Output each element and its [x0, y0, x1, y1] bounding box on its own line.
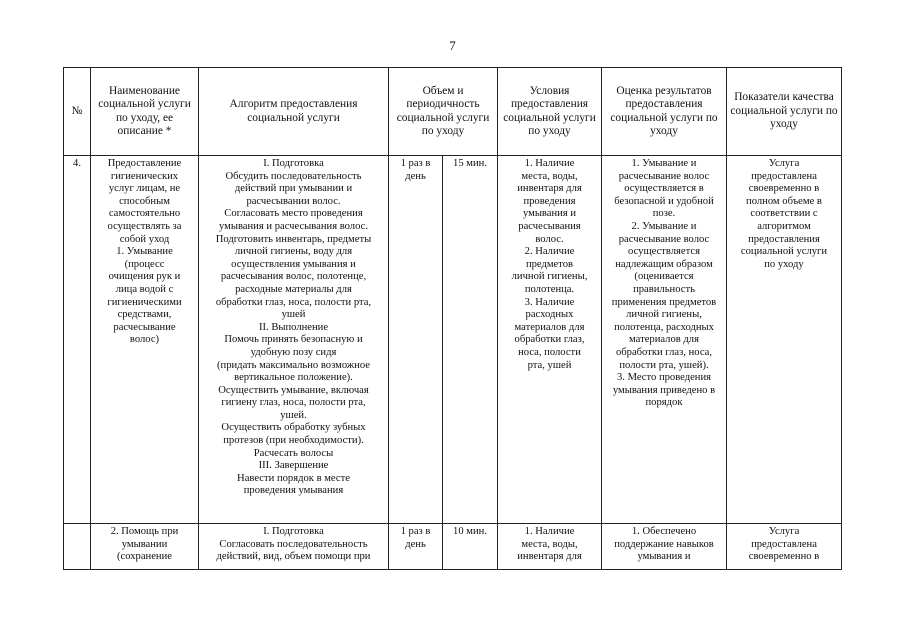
cell-line: собой уход: [119, 233, 170, 245]
cell-line: 1. Наличие: [524, 526, 575, 537]
cell-line: II. Выполнение: [258, 321, 329, 333]
cell-line: волос.: [535, 233, 564, 245]
cell-line: своевременно в: [748, 183, 820, 195]
cell-line: расходных: [525, 309, 574, 321]
algorithm-cell: [199, 156, 389, 524]
row-number: 4.: [64, 156, 91, 524]
header-quality: Показатели качества социальной услуги по уходу: [727, 68, 842, 156]
cell-line: материалов для: [514, 321, 585, 333]
cell-line: предоставлена: [751, 170, 817, 182]
cell-line: поддержание навыков: [614, 538, 714, 550]
cell-line: Предоставление: [107, 158, 182, 169]
cell-line: инвентаря для: [517, 551, 582, 563]
row-number: [64, 524, 91, 570]
cell-line: умывания и: [522, 208, 577, 220]
cell-line: 1. Обеспечено: [631, 526, 697, 537]
cell-line: личной гигиены,: [626, 309, 702, 321]
service-name-cell: [91, 156, 199, 524]
header-num: №: [64, 68, 91, 156]
cell-line: Помочь принять безопасную и: [224, 334, 363, 346]
frequency-cell: [389, 156, 443, 524]
cell-line: 3. Наличие: [524, 296, 575, 308]
cell-line: действий, вид, объем помощи при: [216, 551, 371, 563]
cell-line: III. Завершение: [258, 460, 329, 472]
cell-line: полотенца.: [524, 283, 575, 295]
cell-line: расчесывание волос: [618, 170, 710, 182]
cell-line: удобную позу сидя: [250, 346, 337, 358]
cell-line: обработки глаз, носа,: [615, 346, 713, 358]
evaluation-cell: [602, 524, 727, 570]
cell-line: осуществляется: [628, 246, 700, 258]
cell-line: 2. Наличие: [524, 246, 575, 258]
cell-line: умывания приведено в: [612, 384, 716, 396]
cell-line: расчесывание волос: [618, 233, 710, 245]
cell-line: самостоятельно: [108, 208, 181, 220]
conditions-cell: [498, 156, 602, 524]
cell-line: (придать максимально возможное: [217, 359, 370, 371]
duration-cell: 15 мин.: [443, 156, 498, 524]
cell-line: расходные материалы для: [235, 283, 352, 295]
cell-line: вертикальное положение).: [234, 372, 353, 384]
cell-line: инвентаря для: [517, 183, 582, 195]
cell-line: Навести порядок в месте: [237, 472, 350, 484]
cell-line: предоставлена: [751, 538, 817, 550]
cell-line: предметов: [525, 258, 574, 270]
duration-cell: 10 мин.: [443, 524, 498, 570]
services-table: [63, 67, 842, 570]
cell-line: 2. Помощь при: [110, 526, 179, 537]
cell-line: по уходу: [764, 258, 804, 270]
evaluation-cell: [602, 156, 727, 524]
frequency-cell: [389, 524, 443, 570]
cell-line: полости рта, ушей).: [619, 359, 709, 371]
cell-line: расчесывания: [518, 220, 581, 232]
page-number: 7: [449, 38, 456, 53]
cell-line: расчесывании волос.: [246, 195, 341, 207]
table-header-row: [64, 68, 842, 156]
cell-line: осуществления умывания и: [231, 258, 356, 270]
cell-line: (оценивается: [634, 271, 694, 283]
cell-line: места, воды,: [521, 170, 578, 182]
cell-line: умывания и: [637, 551, 691, 563]
cell-line: осуществляется в: [624, 183, 704, 195]
cell-line: Расчесать волосы: [253, 447, 334, 459]
cell-line: социальной услуги: [740, 246, 828, 258]
cell-line: носа, полости: [518, 346, 581, 358]
header-conditions: Условия предоставления социальной услуги по уходу: [498, 68, 602, 156]
cell-line: умывания и расчесывания волос.: [218, 220, 369, 232]
cell-line: безопасной и удобной: [614, 195, 714, 207]
cell-line: гигиенических: [110, 170, 179, 182]
cell-line: способным: [119, 195, 170, 207]
cell-line: Обсудить последовательность: [225, 170, 362, 182]
cell-line: личной гигиены,: [511, 271, 588, 283]
cell-line: порядок: [645, 397, 683, 409]
cell-line: гигиеническими: [107, 296, 182, 308]
cell-line: 3. Место проведения: [616, 372, 712, 384]
cell-line: полотенца, расходных: [614, 321, 714, 333]
cell-line: I. Подготовка: [263, 526, 324, 537]
cell-line: материалов для: [629, 334, 699, 346]
cell-line: своевременно в: [748, 551, 820, 563]
cell-line: проведения умывания: [243, 485, 344, 497]
cell-line: осуществлять за: [107, 220, 182, 232]
cell-line: соответствии с: [750, 208, 818, 220]
cell-line: (процесс: [124, 258, 165, 270]
cell-line: проведения: [523, 195, 576, 207]
cell-line: Услуга: [768, 526, 800, 537]
cell-line: 1 раз в: [400, 158, 431, 169]
header-volume: Объем и периодичность социальной услуги по уходу: [389, 68, 498, 156]
cell-line: лица водой с: [115, 283, 174, 295]
cell-line: правильность: [633, 283, 695, 295]
conditions-cell: [498, 524, 602, 570]
cell-line: средствами,: [117, 309, 172, 321]
cell-line: день: [405, 170, 426, 182]
cell-line: места, воды,: [521, 538, 578, 550]
cell-line: Услуга: [768, 158, 800, 169]
cell-line: действий при умывании и: [234, 183, 353, 195]
table-row: [64, 524, 842, 570]
cell-line: личной гигиены, воду для: [234, 246, 353, 258]
cell-line: 1. Умывание и: [631, 158, 697, 169]
cell-line: применения предметов: [611, 296, 717, 308]
cell-line: расчесывание: [113, 321, 176, 333]
cell-line: 1. Умывание: [116, 246, 173, 258]
cell-line: волос): [129, 334, 160, 346]
cell-line: I. Подготовка: [263, 158, 324, 169]
cell-line: Подготовить инвентарь, предметы: [215, 233, 372, 245]
quality-cell: [727, 524, 842, 570]
cell-line: обработки глаз, носа, полости рта,: [215, 296, 372, 308]
cell-line: протезов (при необходимости).: [223, 435, 364, 447]
service-name-cell: [91, 524, 199, 570]
cell-line: 1. Наличие: [524, 158, 575, 169]
cell-line: гигиену глаз, носа, полости рта,: [221, 397, 366, 409]
cell-line: полном объеме в: [746, 195, 822, 207]
header-evaluation: Оценка результатов предоставления социальной услуги по уходу: [602, 68, 727, 156]
quality-cell: [727, 156, 842, 524]
cell-line: 2. Умывание и: [631, 220, 697, 232]
cell-line: Осуществить умывание, включая: [218, 384, 369, 396]
cell-line: рта, ушей: [527, 359, 572, 371]
table-row: [64, 156, 842, 524]
cell-line: Осуществить обработку зубных: [221, 422, 366, 434]
cell-line: умывании: [121, 538, 168, 550]
cell-line: услуг лицам, не: [108, 183, 181, 195]
cell-line: надлежащим образом: [615, 258, 713, 270]
cell-line: Согласовать место проведения: [224, 208, 363, 220]
cell-line: расчесывания волос, полотенце,: [220, 271, 367, 283]
header-algorithm: Алгоритм предоставления социальной услуги: [199, 68, 389, 156]
cell-line: очищения рук и: [108, 271, 181, 283]
cell-line: алгоритмом: [757, 220, 811, 232]
header-name: Наименование социальной услуги по уходу, ее описание *: [91, 68, 199, 156]
cell-line: предоставления: [748, 233, 820, 245]
cell-line: обработки глаз,: [514, 334, 585, 346]
cell-line: (сохранение: [117, 551, 172, 563]
cell-line: 1 раз в: [400, 526, 431, 537]
cell-line: Согласовать последовательность: [219, 538, 368, 550]
cell-line: позе.: [652, 208, 676, 220]
cell-line: ушей.: [280, 409, 307, 421]
cell-line: ушей: [281, 309, 306, 321]
algorithm-cell: [199, 524, 389, 570]
cell-line: день: [405, 538, 426, 550]
